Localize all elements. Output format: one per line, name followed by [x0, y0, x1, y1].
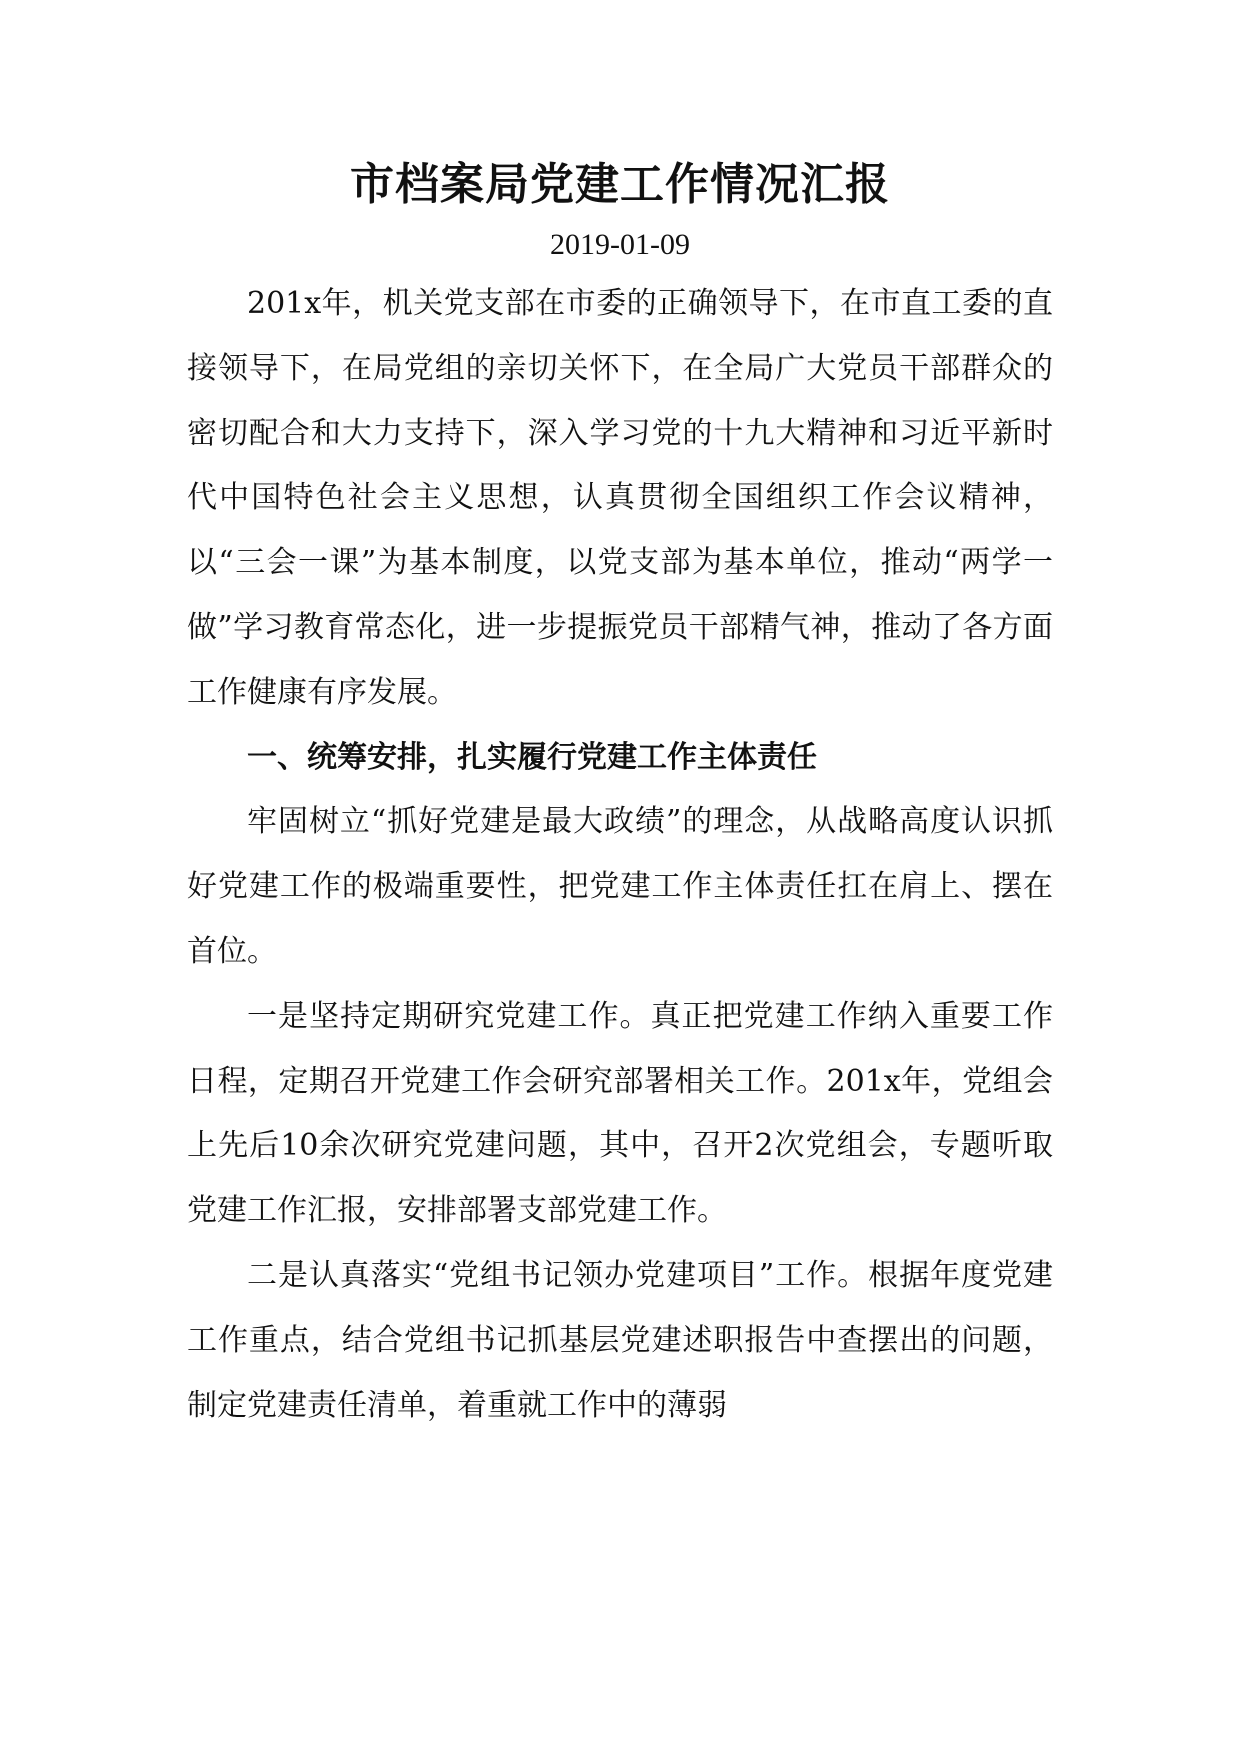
section-heading-1: 一、统筹安排，扎实履行党建工作主体责任: [247, 739, 817, 775]
document-date: 2019-01-09: [550, 228, 690, 261]
paragraph-intro: 201x年，机关党支部在市委的正确领导下，在市直工委的直接领导下，在局党组的亲切关怀下，在全局广大党员干部群众的密切配合和大力支持下，深入学习党的十九大精神和习近平新时代中国特色社会主义思想，认真贯彻全国组织工作会议精神，以“三会一课”为基本制度，以党支部为基本单位，推动“两学一做”学习教育常态化，进一步提振党员干部精气神，推动了各方面工作健康有序发展。: [187, 286, 1053, 710]
document-page: [187, 155, 1053, 1438]
paragraph-point-2: 二是认真落实“党组书记领办党建项目”工作。根据年度党建工作重点，结合党组书记抓基层党建述职报告中查摆出的问题，制定党建责任清单，着重就工作中的薄弱: [187, 1257, 1053, 1423]
paragraph-point-1: 一是坚持定期研究党建工作。真正把党建工作纳入重要工作日程，定期召开党建工作会研究部署相关工作。201x年，党组会上先后10余次研究党建问题，其中，召开2次党组会，专题听取党建工作汇报，安排部署支部党建工作。: [187, 998, 1053, 1229]
document-title: 市档案局党建工作情况汇报: [350, 159, 890, 210]
paragraph-section-1-intro: 牢固树立“抓好党建是最大政绩”的理念，从战略高度认识抓好党建工作的极端重要性，把党建工作主体责任扛在肩上、摆在首位。: [187, 804, 1053, 969]
